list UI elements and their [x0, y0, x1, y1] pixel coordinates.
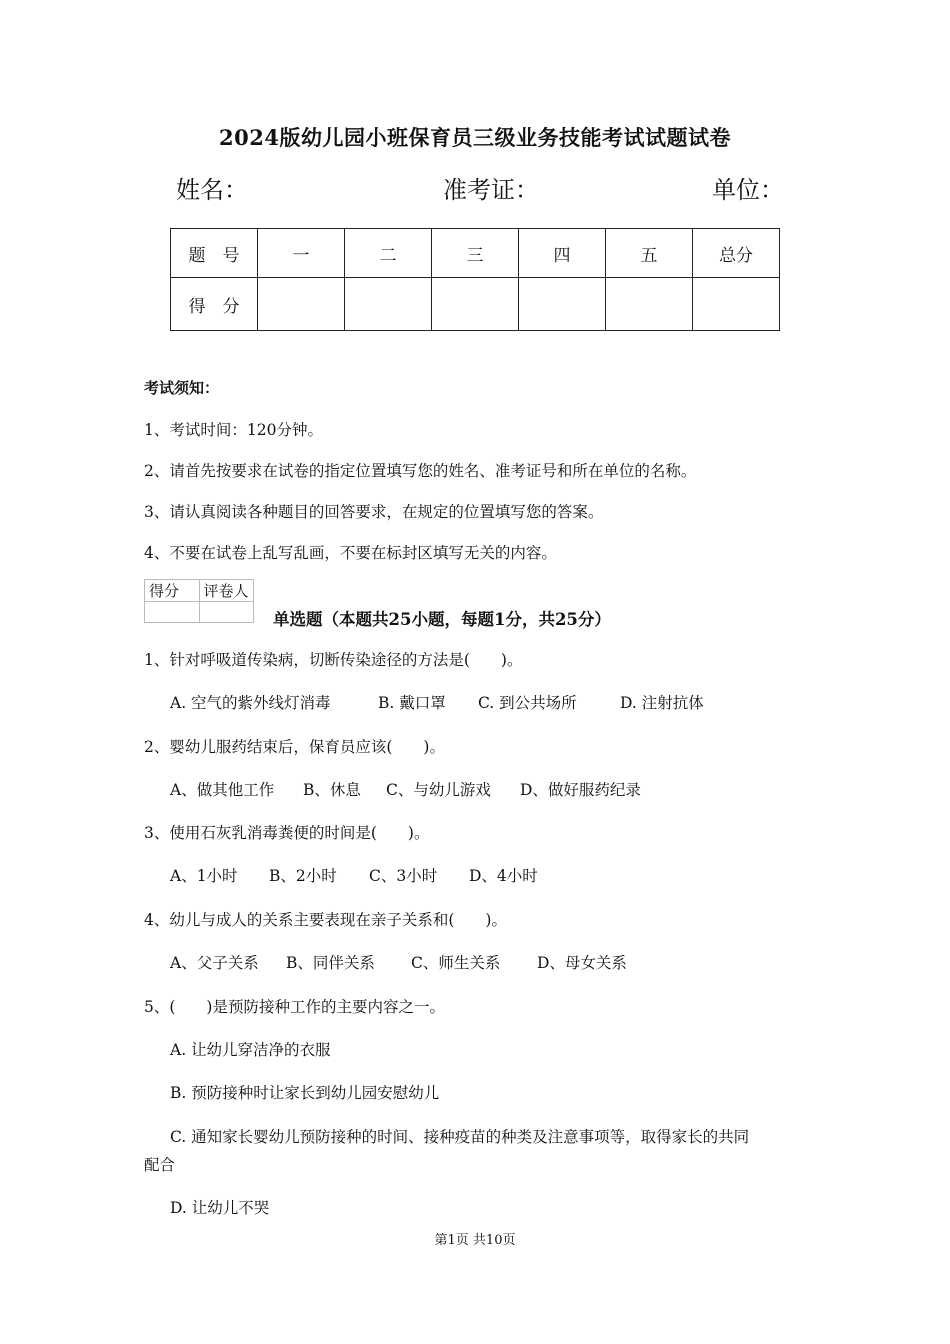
score-row-label: 得 分: [171, 278, 258, 331]
question-option: B、同伴关系: [286, 954, 375, 972]
score-header-cell: 三: [432, 229, 519, 278]
score-header-cell: 四: [519, 229, 606, 278]
question-option: B、休息: [303, 781, 361, 799]
score-cell[interactable]: [519, 278, 606, 331]
question-stem: 1、针对呼吸道传染病，切断传染途径的方法是( )。: [144, 651, 523, 669]
notice-item: 1、考试时间：120分钟。: [144, 421, 323, 439]
score-table-score-row: [171, 278, 780, 331]
question-option: C. 通知家长婴幼儿预防接种的时间、接种疫苗的种类及注意事项等，取得家长的共同: [170, 1128, 750, 1146]
score-table: [170, 228, 780, 331]
question-option: D、做好服药纪录: [520, 781, 641, 799]
grader-box: [144, 579, 254, 623]
score-cell[interactable]: [345, 278, 432, 331]
question-option-continued: 配合: [144, 1156, 176, 1174]
grader-score-label: 得分: [145, 580, 200, 602]
question-option: D. 让幼儿不哭: [170, 1199, 270, 1217]
score-header-cell: 二: [345, 229, 432, 278]
question-option: C、与幼儿游戏: [386, 781, 491, 799]
question-option: A、父子关系: [170, 954, 259, 972]
score-header-cell: 五: [606, 229, 693, 278]
score-header-cell: 一: [258, 229, 345, 278]
score-cell[interactable]: [606, 278, 693, 331]
score-cell[interactable]: [258, 278, 345, 331]
score-table-header-row: [171, 229, 780, 278]
question-option: A. 空气的紫外线灯消毒: [170, 694, 331, 712]
section-title: 单选题（本题共25小题，每题1分，共25分）: [273, 610, 611, 629]
page-title: 2024版幼儿园小班保育员三级业务技能考试试题试卷: [219, 125, 731, 150]
notice-item: 4、不要在试卷上乱写乱画，不要在标封区填写无关的内容。: [144, 544, 557, 562]
question-option: C、3小时: [369, 867, 438, 885]
page-footer: 第1页 共10页: [434, 1233, 516, 1248]
question-option: C. 到公共场所: [478, 694, 577, 712]
score-header-cell: 题 号: [171, 229, 258, 278]
grader-reviewer-label: 评卷人: [199, 580, 254, 602]
question-option: B、2小时: [269, 867, 337, 885]
question-option: D. 注射抗体: [620, 694, 704, 712]
question-option: B. 预防接种时让家长到幼儿园安慰幼儿: [170, 1084, 440, 1102]
question-stem: 3、使用石灰乳消毒粪便的时间是( )。: [144, 824, 430, 842]
notice-heading: 考试须知：: [144, 379, 220, 397]
grader-reviewer-cell[interactable]: [199, 602, 254, 623]
question-option: D、4小时: [469, 867, 538, 885]
notice-item: 2、请首先按要求在试卷的指定位置填写您的姓名、准考证号和所在单位的名称。: [144, 462, 697, 480]
question-stem: 5、( )是预防接种工作的主要内容之一。: [144, 998, 445, 1016]
question-option: A. 让幼儿穿洁净的衣服: [170, 1041, 331, 1059]
grader-score-cell[interactable]: [145, 602, 200, 623]
question-option: A、1小时: [170, 867, 238, 885]
exam-id-label: 准考证：: [443, 176, 539, 204]
score-header-cell: 总分: [693, 229, 780, 278]
question-option: C、师生关系: [411, 954, 501, 972]
name-label: 姓名：: [176, 176, 248, 204]
question-option: D、母女关系: [537, 954, 627, 972]
score-cell[interactable]: [693, 278, 780, 331]
unit-label: 单位：: [712, 176, 784, 204]
question-stem: 2、婴幼儿服药结束后，保育员应该( )。: [144, 738, 445, 756]
score-cell[interactable]: [432, 278, 519, 331]
question-stem: 4、幼儿与成人的关系主要表现在亲子关系和( )。: [144, 911, 507, 929]
question-option: A、做其他工作: [170, 781, 275, 799]
question-option: B. 戴口罩: [378, 694, 446, 712]
notice-item: 3、请认真阅读各种题目的回答要求，在规定的位置填写您的答案。: [144, 503, 604, 521]
